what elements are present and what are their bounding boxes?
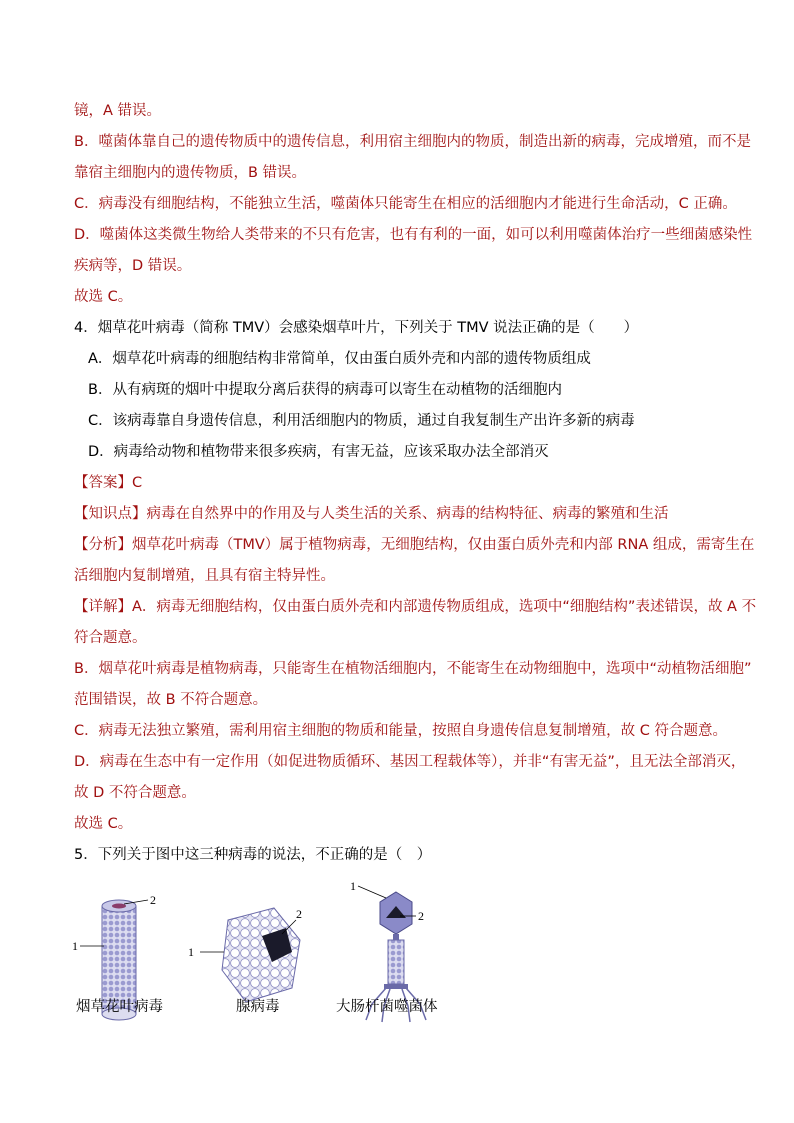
q3-line: 镜，A 错误。 <box>74 103 162 119</box>
caption-tmv: 烟草花叶病毒 <box>76 999 163 1015</box>
q4-detail-a-line2: 符合题意。 <box>74 630 147 646</box>
q4-choose: 故选 C。 <box>74 816 133 832</box>
q4-analysis-line2: 活细胞内复制增殖，且具有宿主特异性。 <box>74 568 335 584</box>
q4-detail-b-line2: 范围错误，故 B 不符合题意。 <box>74 692 268 708</box>
q4-analysis-line1: 【分析】烟草花叶病毒（TMV）属于植物病毒，无细胞结构，仅由蛋白质外壳和内部 RNA 组成，需寄生在 <box>74 537 755 553</box>
q4-detail-d-line2: 故 D 不符合题意。 <box>74 785 196 801</box>
caption-adenovirus: 腺病毒 <box>236 999 280 1015</box>
q3-option-c: C．病毒没有细胞结构，不能独立生活，噬菌体只能寄生在相应的活细胞内才能进行生命活动，C 正确。 <box>74 196 737 212</box>
q4-option-b: B．从有病斑的烟叶中提取分离后获得的病毒可以寄生在动植物的活细胞内 <box>88 382 562 398</box>
q3-option-b-line2: 靠宿主细胞内的遗传物质，B 错误。 <box>74 165 307 181</box>
q4-detail-d-line1: D．病毒在生态中有一定作用（如促进物质循环、基因工程载体等），并非“有害无益”，且无法全部消灭， <box>74 754 746 770</box>
phage-label-2: 2 <box>418 909 424 923</box>
q4-stem: 4．烟草花叶病毒（简称 TMV）会感染烟草叶片，下列关于 TMV 说法正确的是（ ） <box>74 320 639 336</box>
q3-option-d-line1: D．噬菌体这类微生物给人类带来的不只有危害，也有有利的一面，如可以利用噬菌体治疗一些细菌感染性 <box>74 227 753 243</box>
q5-stem: 5．下列关于图中这三种病毒的说法，不正确的是（ ） <box>74 847 432 863</box>
q3-option-d-line2: 疾病等，D 错误。 <box>74 258 192 274</box>
phage-label-1: 1 <box>350 879 356 893</box>
q4-option-a: A．烟草花叶病毒的细胞结构非常简单，仅由蛋白质外壳和内部的遗传物质组成 <box>88 351 591 367</box>
tmv-label-1: 1 <box>72 939 78 953</box>
q4-detail-b-line1: B．烟草花叶病毒是植物病毒，只能寄生在植物活细胞内，不能寄生在动物细胞中，选项中“动植物活细胞” <box>74 661 752 677</box>
q4-detail-c: C．病毒无法独立繁殖，需利用宿主细胞的物质和能量，按照自身遗传信息复制增殖，故 C 符合题意。 <box>74 723 727 739</box>
q3-option-b-line1: B．噬菌体靠自己的遗传物质中的遗传信息，利用宿主细胞内的物质，制造出新的病毒，完成增殖，而不是 <box>74 134 751 150</box>
tmv-label-2: 2 <box>150 893 156 907</box>
adenovirus-label-2: 2 <box>296 907 302 921</box>
adenovirus-label-1: 1 <box>188 945 194 959</box>
caption-phage: 大肠杆菌噬菌体 <box>336 999 438 1015</box>
q3-choose: 故选 C。 <box>74 289 133 305</box>
adenovirus-diagram <box>188 907 302 1002</box>
q4-knowledge: 【知识点】病毒在自然界中的作用及与人类生活的关系、病毒的结构特征、病毒的繁殖和生活 <box>74 506 669 522</box>
q4-detail-a-line1: 【详解】A．病毒无细胞结构，仅由蛋白质外壳和内部遗传物质组成，选项中“细胞结构”表述错误，故 A 不 <box>74 599 757 615</box>
q4-option-d: D．病毒给动物和植物带来很多疾病，有害无益，应该采取办法全部消灭 <box>88 444 549 460</box>
q4-answer: 【答案】C <box>74 475 143 491</box>
q4-option-c: C．该病毒靠自身遗传信息，利用活细胞内的物质，通过自我复制生产出许多新的病毒 <box>88 413 635 429</box>
